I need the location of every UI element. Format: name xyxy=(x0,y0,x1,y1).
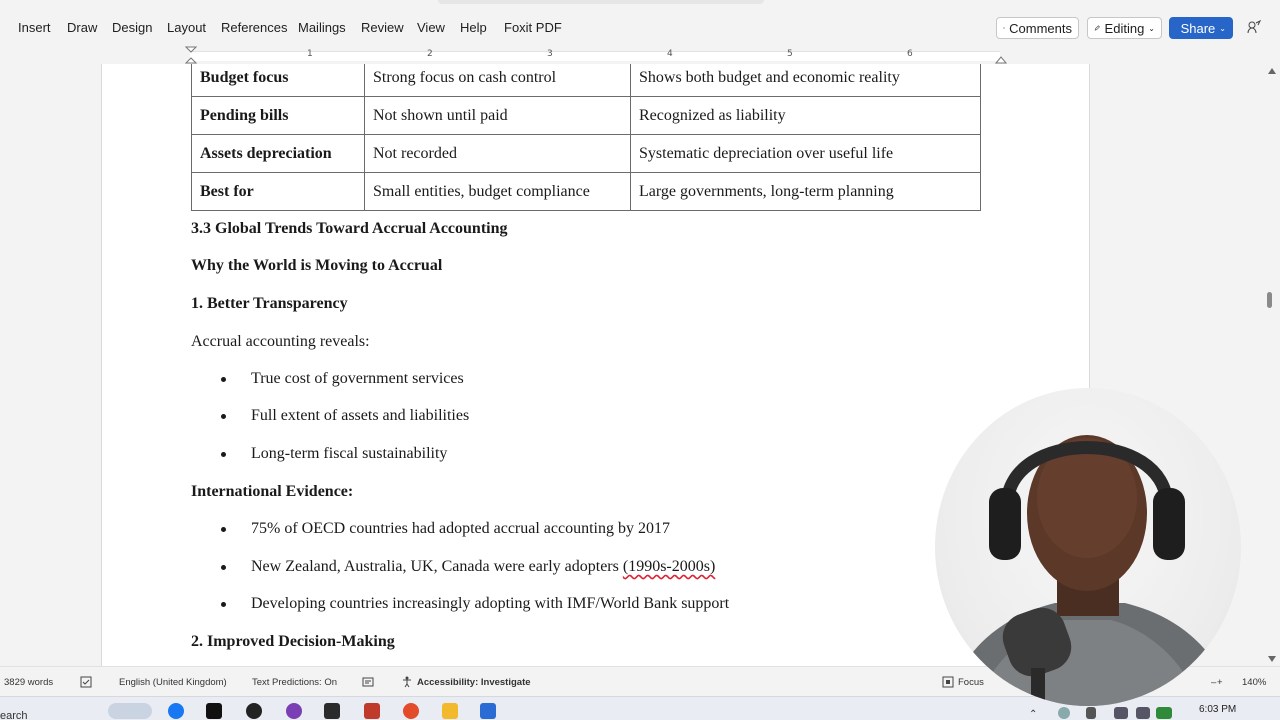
vertical-scrollbar[interactable] xyxy=(1264,64,1280,666)
share-label: Share xyxy=(1180,20,1216,36)
subheading: Why the World is Moving to Accrual xyxy=(191,257,443,274)
table-cell: Assets depreciation xyxy=(192,135,365,173)
table-cell: Not recorded xyxy=(365,135,631,173)
evidence-heading: International Evidence: xyxy=(191,483,354,500)
ruler-number: 1 xyxy=(307,49,313,59)
editing-label: Editing xyxy=(1104,20,1145,36)
ruler-number: 6 xyxy=(907,49,913,59)
title-bar-strip xyxy=(438,0,764,4)
tab-review[interactable]: Review xyxy=(361,20,404,35)
comparison-table xyxy=(191,64,981,211)
scroll-up-icon[interactable] xyxy=(1268,68,1276,74)
table-row xyxy=(192,173,981,211)
tab-references[interactable]: References xyxy=(221,20,288,35)
table-cell: Not shown until paid xyxy=(365,97,631,135)
point2-heading: 2. Improved Decision-Making xyxy=(191,633,395,650)
comment-icon xyxy=(1003,22,1005,34)
table-cell: Budget focus xyxy=(192,64,365,97)
tab-view[interactable]: View xyxy=(417,20,445,35)
table-row xyxy=(192,97,981,135)
word-icon[interactable] xyxy=(480,703,496,719)
table-cell: Small entities, budget compliance xyxy=(365,173,631,211)
focus-button[interactable]: Focus xyxy=(958,677,984,688)
bullet-icon xyxy=(221,602,226,607)
point1-intro: Accrual accounting reveals: xyxy=(191,333,370,350)
tab-insert[interactable]: Insert xyxy=(18,20,51,35)
ruler-number: 5 xyxy=(787,49,793,59)
battery-icon[interactable] xyxy=(1156,707,1172,719)
zoom-level[interactable]: 140% xyxy=(1242,677,1267,688)
chevron-up-icon[interactable]: ⌃ xyxy=(1029,709,1038,720)
tab-mailings[interactable]: Mailings xyxy=(298,20,346,35)
tab-help[interactable]: Help xyxy=(460,20,487,35)
pencil-icon xyxy=(1094,22,1101,34)
word-count[interactable]: 3829 words xyxy=(4,677,54,688)
editing-mode-button[interactable] xyxy=(1087,17,1162,39)
table-row xyxy=(192,135,981,173)
ruler-number: 3 xyxy=(547,49,553,59)
comments-label: Comments xyxy=(1009,20,1072,36)
share-icon xyxy=(1176,22,1177,34)
wifi-icon[interactable] xyxy=(1114,707,1128,719)
right-indent-marker-icon[interactable] xyxy=(995,52,1007,64)
microphone-icon[interactable] xyxy=(1086,707,1096,719)
tab-foxit-pdf[interactable]: Foxit PDF xyxy=(504,20,562,35)
zoom-in-icon[interactable]: + xyxy=(1217,677,1223,688)
tray-icon[interactable] xyxy=(1058,707,1070,719)
comments-button[interactable] xyxy=(996,17,1079,39)
tab-layout[interactable]: Layout xyxy=(167,20,207,35)
ribbon xyxy=(0,0,1280,46)
table-cell: Best for xyxy=(192,173,365,211)
chevron-down-icon: ⌄ xyxy=(1148,23,1155,33)
table-row xyxy=(192,64,981,97)
clock-time[interactable]: 6:03 PM xyxy=(1199,704,1237,715)
copilot-icon[interactable] xyxy=(1246,19,1262,35)
ruler-number: 2 xyxy=(427,49,433,59)
list-item-text: New Zealand, Australia, UK, Canada were early adopters xyxy=(251,558,623,575)
spelling-flagged-text[interactable]: (1990s-2000s) xyxy=(622,558,716,575)
horizontal-ruler[interactable] xyxy=(0,46,1280,64)
accessibility-icon[interactable] xyxy=(401,676,413,688)
list-item xyxy=(251,558,715,576)
taskbar-search[interactable]: earch xyxy=(0,710,28,720)
volume-icon[interactable] xyxy=(1136,707,1150,719)
terminal-icon[interactable] xyxy=(324,703,340,719)
zoom-out-icon[interactable]: – xyxy=(1211,677,1217,688)
list-item: Developing countries increasingly adopting with IMF/World Bank support xyxy=(251,595,730,612)
list-item: Full extent of assets and liabilities xyxy=(251,407,470,424)
widgets-icon[interactable] xyxy=(108,703,152,719)
tiktok-icon[interactable] xyxy=(206,703,222,719)
webcam-overlay xyxy=(935,388,1241,706)
app-icon[interactable] xyxy=(246,703,262,719)
track-changes-icon[interactable] xyxy=(362,676,374,688)
share-button[interactable] xyxy=(1169,17,1233,39)
table-cell: Pending bills xyxy=(192,97,365,135)
scrollbar-thumb[interactable] xyxy=(1267,292,1272,308)
pdf-icon[interactable] xyxy=(364,703,380,719)
proofing-icon[interactable] xyxy=(80,676,92,688)
table-cell: Recognized as liability xyxy=(631,97,981,135)
tab-draw[interactable]: Draw xyxy=(67,20,98,35)
app-icon[interactable] xyxy=(286,703,302,719)
facebook-icon[interactable] xyxy=(168,703,184,719)
table-cell: Shows both budget and economic reality xyxy=(631,64,981,97)
text-predictions-status[interactable]: Text Predictions: On xyxy=(252,677,338,688)
list-item: Long-term fiscal sustainability xyxy=(251,445,448,462)
indent-marker-icon[interactable] xyxy=(185,46,197,64)
list-item: 75% of OECD countries had adopted accrual accounting by 2017 xyxy=(251,520,670,537)
section-heading: 3.3 Global Trends Toward Accrual Accounting xyxy=(191,220,508,237)
chrome-icon[interactable] xyxy=(403,703,419,719)
presenter-video xyxy=(935,388,1241,706)
table-cell: Large governments, long-term planning xyxy=(631,173,981,211)
tab-design[interactable]: Design xyxy=(112,20,153,35)
ruler-number: 4 xyxy=(667,49,673,59)
bullet-icon xyxy=(221,377,226,382)
focus-icon[interactable] xyxy=(942,676,954,688)
bullet-icon xyxy=(221,414,226,419)
folder-icon[interactable] xyxy=(442,703,458,719)
table-cell: Systematic depreciation over useful life xyxy=(631,135,981,173)
accessibility-status[interactable]: Accessibility: Investigate xyxy=(417,677,531,688)
table-cell: Strong focus on cash control xyxy=(365,64,631,97)
bullet-icon xyxy=(221,527,226,532)
list-item: True cost of government services xyxy=(251,370,464,387)
bullet-icon xyxy=(221,452,226,457)
scroll-down-icon[interactable] xyxy=(1268,656,1276,662)
chevron-down-icon: ⌄ xyxy=(1219,23,1226,33)
bullet-icon xyxy=(221,565,226,570)
language-indicator[interactable]: English (United Kingdom) xyxy=(119,677,227,688)
point1-heading: 1. Better Transparency xyxy=(191,295,348,312)
